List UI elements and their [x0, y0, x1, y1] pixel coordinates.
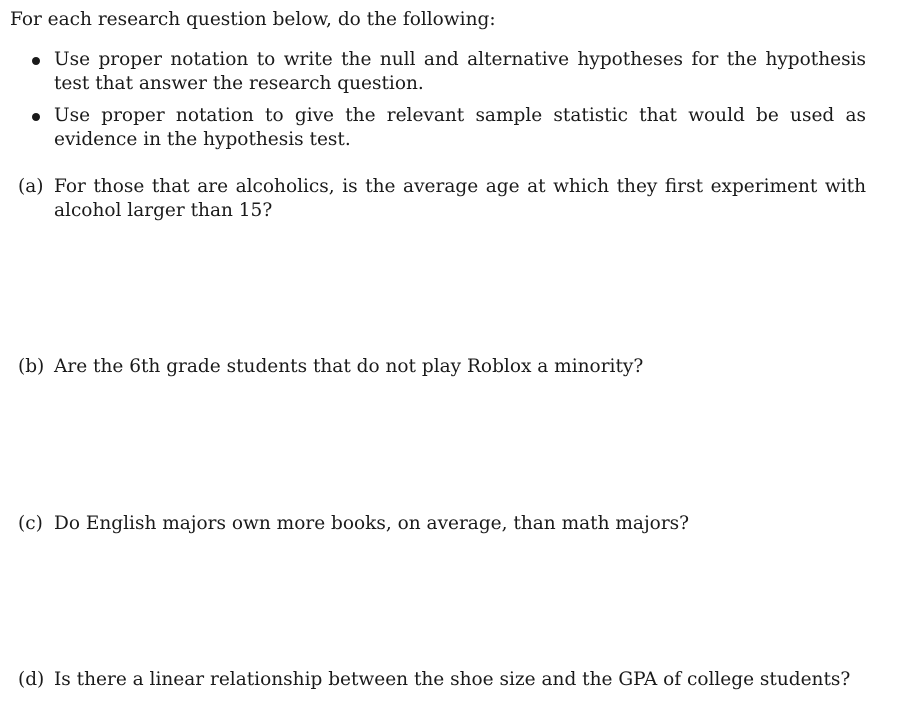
question-text: Is there a linear relationship between the shoe size and the GPA of college students?	[54, 669, 851, 690]
instructions-intro: For each research question below, do the following:	[10, 9, 496, 30]
question-label: (d)	[18, 669, 45, 690]
instruction-item-statistic	[0, 104, 866, 152]
question-d	[18, 668, 866, 692]
instructions-list	[0, 48, 902, 160]
bullet-icon	[32, 113, 40, 121]
question-b	[18, 355, 866, 379]
question-text: Are the 6th grade students that do not play Roblox a minority?	[54, 356, 644, 377]
question-label: (b)	[18, 356, 45, 377]
instruction-text: Use proper notation to give the relevant sample statistic that would be used as evidence in the hypothesis test.	[54, 105, 866, 150]
question-label: (a)	[18, 176, 44, 197]
instruction-item-hypotheses	[0, 48, 866, 96]
question-a	[18, 175, 866, 223]
instruction-text: Use proper notation to write the null and alternative hypotheses for the hypothesis test that answer the research question.	[54, 49, 866, 94]
question-c	[18, 512, 866, 536]
question-text: For those that are alcoholics, is the average age at which they first experiment with alcohol larger than 15?	[54, 176, 866, 221]
bullet-icon	[32, 57, 40, 65]
question-label: (c)	[18, 513, 43, 534]
question-text: Do English majors own more books, on average, than math majors?	[54, 513, 690, 534]
